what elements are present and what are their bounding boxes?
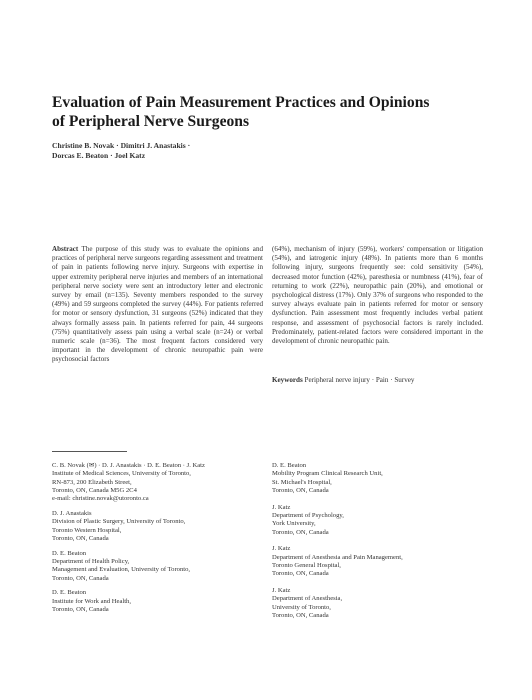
keywords-label: Keywords: [272, 376, 303, 384]
affiliation-line: D. E. Beaton: [52, 549, 87, 557]
affiliation-line: Department of Anesthesia,: [272, 595, 343, 603]
affiliation-line: St. Michael's Hospital,: [272, 478, 332, 486]
abstract-left-column: [52, 245, 263, 365]
affiliation-line: Toronto, ON, Canada: [272, 611, 329, 619]
affiliation-block: [52, 510, 262, 543]
affiliation-line: Division of Plastic Surgery, University of Toronto,: [52, 518, 186, 526]
affiliation-line: Institute of Medical Sciences, University of Toronto,: [52, 470, 191, 478]
keywords-text: Peripheral nerve injury · Pain · Survey: [304, 376, 415, 384]
affiliation-line: Department of Psychology,: [272, 511, 344, 519]
affiliation-line: Department of Anesthesia and Pain Management,: [272, 553, 403, 561]
affiliation-line: D. J. Anastakis: [52, 509, 92, 517]
affiliation-line: J. Katz: [272, 587, 291, 595]
affiliation-line: Toronto, ON, Canada: [52, 605, 109, 613]
footnote-rule: [52, 451, 127, 452]
title-line-1: Evaluation of Pain Measurement Practices and Opinions: [52, 94, 430, 111]
affiliation-line: RN-873, 200 Elizabeth Street,: [52, 478, 132, 486]
affiliation-line: Department of Health Policy,: [52, 557, 130, 565]
affiliation-block: [272, 462, 482, 495]
affiliation-line: Toronto General Hospital,: [272, 561, 341, 569]
affiliation-line: Toronto, ON, Canada: [52, 534, 109, 542]
abstract-text-left: The purpose of this study was to evaluate the opinions and practices of peripheral nerve surgeons regarding assessment and treatment of pain in patients following nerve injury. Surgeons with expertise in upper extremity peripheral nerve injuries and members of an international peripheral nerve society were sent an introductory letter and electronic survey by email (n=135). Seventy members responded to the survey (49%) and 59 surgeons completed the survey (44%). For patients referred for motor or sensory dysfunction, 31 surgeons (52%) indicated that they always formally assess pain. In patients referred for pain, 44 surgeons (75%) quantitatively assess pain using a verbal scale (n=24) or verbal numeric scale (n=36). The most frequent factors considered very important in the development of chronic neuropathic pain were psychosocial factors: [52, 245, 263, 364]
abstract-label: Abstract: [52, 245, 79, 253]
affiliation-block: [52, 589, 262, 614]
affiliation-block: [272, 587, 482, 620]
affiliation-block: [272, 545, 482, 578]
affiliation-line: Toronto, ON, Canada: [272, 528, 329, 536]
affiliation-line: University of Toronto,: [272, 603, 331, 611]
affiliation-block: [272, 504, 482, 537]
affiliation-line: J. Katz: [272, 503, 291, 511]
affiliation-line: C. B. Novak (✉) · D. J. Anastakis · D. E. Beaton · J. Katz: [52, 462, 205, 469]
affiliation-line: Toronto Western Hospital,: [52, 526, 122, 534]
affiliation-line: Toronto, ON, Canada: [272, 570, 329, 578]
affiliation-line: Toronto, ON, Canada: [272, 486, 329, 494]
affiliations-left: [52, 462, 262, 614]
authors-line-1: Christine B. Novak · Dimitri J. Anastakis ·: [52, 141, 191, 150]
affiliation-block: [52, 550, 262, 583]
affiliation-line: Toronto, ON, Canada M5G 2C4: [52, 486, 137, 494]
affiliation-line: D. E. Beaton: [272, 462, 307, 469]
affiliation-line: Mobility Program Clinical Research Unit,: [272, 470, 383, 478]
paper-title: [52, 93, 472, 131]
affiliation-line: e-mail: christine.novak@utoronto.ca: [52, 495, 149, 503]
affiliation-line: Management and Evaluation, University of Toronto,: [52, 566, 191, 574]
affiliation-line: Toronto, ON, Canada: [52, 574, 109, 582]
abstract-text-right: (64%), mechanism of injury (59%), workers' compensation or litigation (54%), and iatrogenic injury (48%). In patients more than 6 months following injury, surgeons frequently see: cold sensitivity (54%), decreased motor function (42%), paresthesia or numbness (41%), fear of returning to work (22%), neuropathic pain (20%), and emotional or psychological distress (17%). Only 37% of surgeons who responded to the survey always evaluate pain in patients referred for motor or sensory dysfunction. Pain assessment most frequently includes verbal patient response, and assessment of psychosocial factors is rarely included. Predominately, patient-related factors were considered important in the development of chronic neuropathic pain.: [272, 245, 483, 346]
authors-line-2: Dorcas E. Beaton · Joel Katz: [52, 151, 146, 160]
affiliation-block: [52, 462, 262, 503]
affiliation-line: J. Katz: [272, 545, 291, 553]
title-line-2: of Peripheral Nerve Surgeons: [52, 113, 250, 130]
affiliation-line: Institute for Work and Health,: [52, 597, 132, 605]
keywords: [272, 376, 483, 385]
affiliation-line: D. E. Beaton: [52, 589, 87, 597]
affiliations-right: [272, 462, 482, 620]
author-list: [52, 141, 352, 161]
affiliation-line: York University,: [272, 520, 316, 528]
abstract-right-column: [272, 245, 483, 346]
